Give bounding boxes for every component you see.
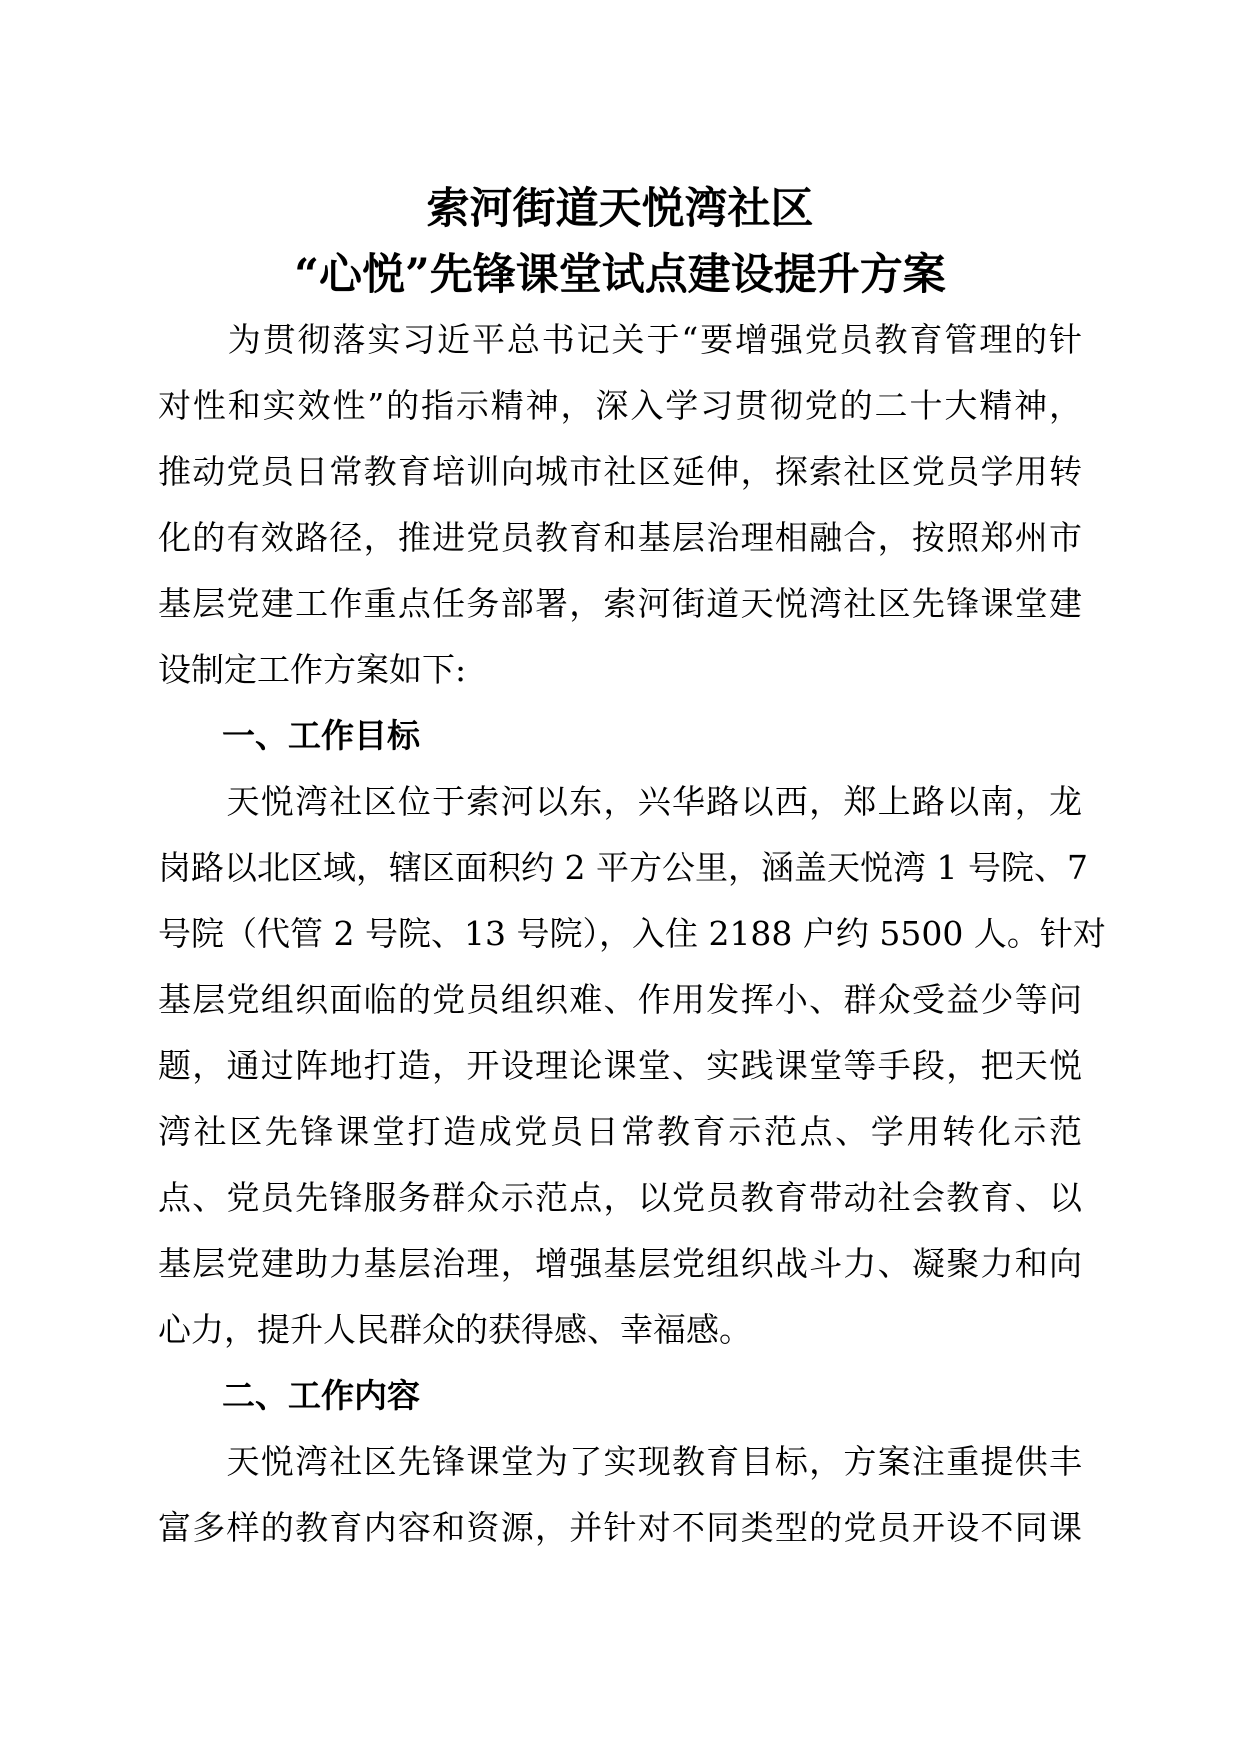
paragraph-line: 湾社区先锋课堂打造成党员日常教育示范点、学用转化示范: [158, 1112, 1082, 1151]
paragraph-line: 基层党建助力基层治理，增强基层党组织战斗力、凝聚力和向: [158, 1244, 1082, 1283]
paragraph-line: 对性和实效性”的指示精神，深入学习贯彻党的二十大精神，: [158, 386, 1082, 425]
paragraph-line: 点、党员先锋服务群众示范点，以党员教育带动社会教育、以: [158, 1178, 1082, 1217]
content-paragraph: [158, 1429, 1082, 1561]
paragraph-line: 基层党建工作重点任务部署，索河街道天悦湾社区先锋课堂建: [158, 584, 1082, 623]
document-title-line-2: “心悦”先锋课堂试点建设提升方案: [294, 250, 946, 300]
paragraph-line: 基层党组织面临的党员组织难、作用发挥小、群众受益少等问: [158, 980, 1082, 1019]
section-heading-content: 二、工作内容: [222, 1376, 420, 1415]
paragraph-line: 化的有效路径，推进党员教育和基层治理相融合，按照郑州市: [158, 518, 1082, 557]
paragraph-line: 设制定工作方案如下:: [158, 650, 467, 689]
paragraph-line: 富多样的教育内容和资源，并针对不同类型的党员开设不同课: [158, 1508, 1082, 1547]
goals-paragraph: [158, 769, 1106, 1363]
paragraph-line: 题，通过阵地打造，开设理论课堂、实践课堂等手段，把天悦: [158, 1046, 1082, 1085]
document-title-line-1: 索河街道天悦湾社区: [426, 184, 814, 234]
paragraph-line: 推动党员日常教育培训向城市社区延伸，探索社区党员学用转: [158, 452, 1082, 491]
section-heading-goals: 一、工作目标: [222, 716, 420, 755]
paragraph-line: 天悦湾社区位于索河以东，兴华路以西，郑上路以南，龙: [158, 782, 1082, 821]
paragraph-line: 号院（代管 2 号院、13 号院），入住 2188 户约 5500 人。针对: [158, 914, 1106, 953]
paragraph-line: 心力，提升人民群众的获得感、幸福感。: [158, 1310, 752, 1349]
paragraph-line: 为贯彻落实习近平总书记关于“要增强党员教育管理的针: [158, 320, 1082, 359]
paragraph-line: 天悦湾社区先锋课堂为了实现教育目标，方案注重提供丰: [158, 1442, 1082, 1481]
intro-paragraph: [158, 307, 1082, 703]
paragraph-line: 岗路以北区域，辖区面积约 2 平方公里，涵盖天悦湾 1 号院、7: [158, 848, 1088, 887]
